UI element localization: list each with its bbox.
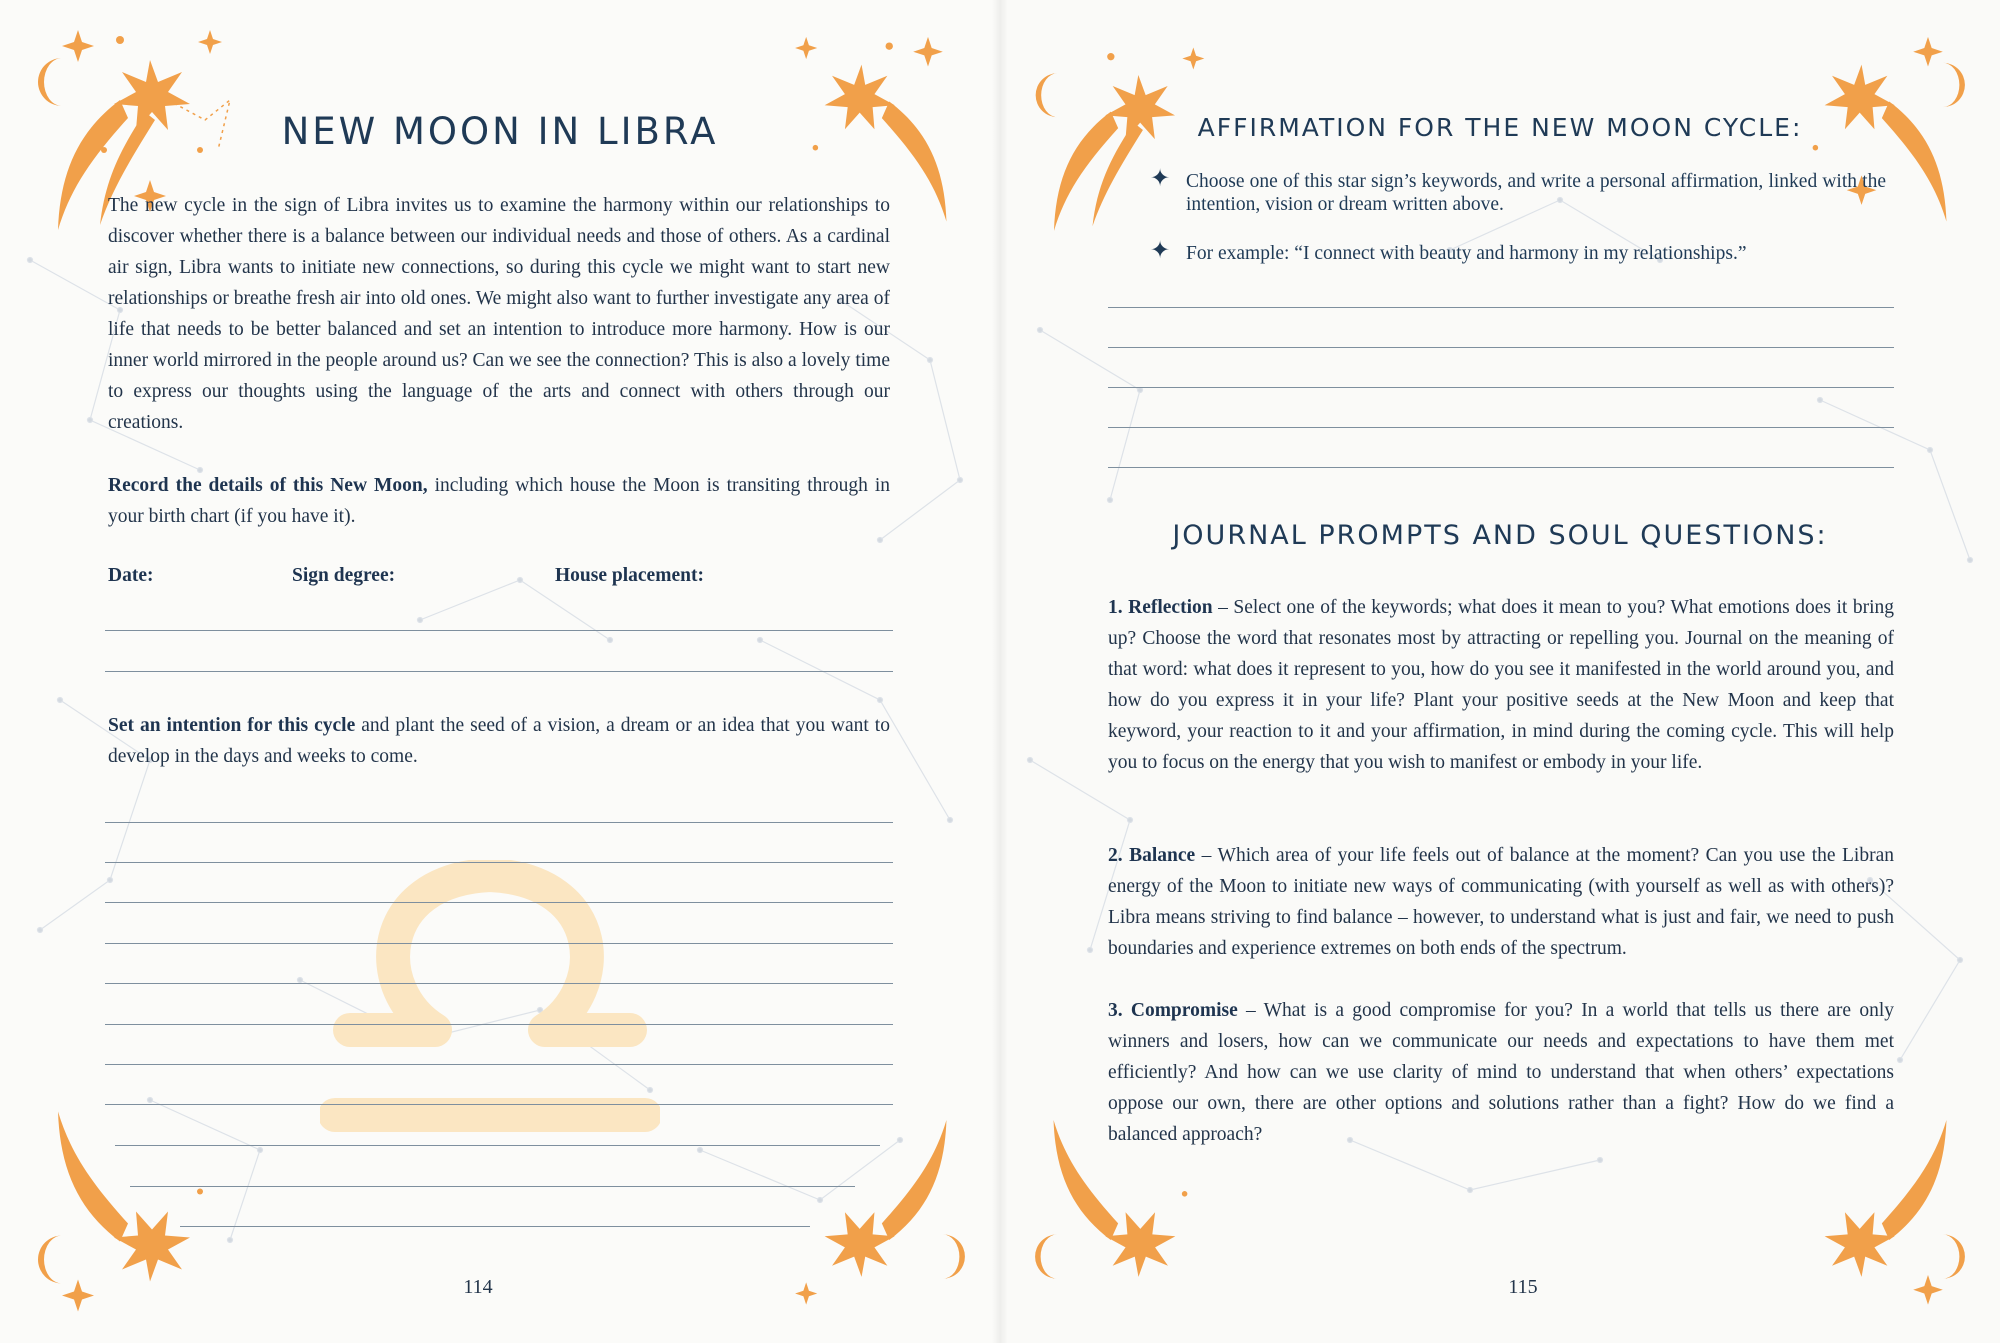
page-title: NEW MOON IN LIBRA [281, 110, 719, 153]
writing-line[interactable] [105, 862, 893, 863]
bullet-text: For example: “I connect with beauty and harmony in my relationships.” [1186, 243, 1747, 264]
corner-ornament-bottom-right [760, 1100, 1000, 1343]
writing-line[interactable] [180, 1226, 810, 1227]
record-heading: Record the details of this New Moon, [108, 475, 428, 496]
writing-line[interactable] [105, 1024, 893, 1025]
writing-line[interactable] [1108, 307, 1894, 308]
prompt-text: – Select one of the keywords; what does it mean to you? What emotions does it bring up? Choose the word that resonates most by attracting or repelling you. Journal on the meaning of that word: what does it represent to you, how do you see it manifested in the world around you, and how do you express it in your life? Plant your positive seeds at the New Moon and keep that keyword, your reaction to it and your affirmation, in mind during the coming cycle. This will help you to focus on the energy that you wish to manifest or embody in your life. [1108, 597, 1894, 773]
writing-line[interactable] [115, 1145, 880, 1146]
bullet-item [1150, 236, 1886, 265]
bullet-star-icon: ✦ [1150, 236, 1171, 264]
writing-line[interactable] [105, 630, 893, 631]
sparkle-icon [62, 30, 94, 62]
writing-line[interactable] [1108, 387, 1894, 388]
prompt-heading: 2. Balance [1108, 845, 1196, 866]
house-placement-label: House placement: [555, 565, 704, 586]
crescent-moon-icon [38, 58, 62, 106]
record-text: including which house the Moon is transiting through in your birth chart (if you have it). [108, 475, 890, 527]
prompt-heading: 3. Compromise [1108, 1000, 1238, 1021]
writing-line[interactable] [105, 983, 893, 984]
writing-line[interactable] [130, 1186, 855, 1187]
date-label: Date: [108, 565, 154, 586]
bullet-star-icon: ✦ [1150, 164, 1171, 192]
writing-line[interactable] [1108, 347, 1894, 348]
record-instructions [108, 470, 890, 532]
prompt-balance [1108, 840, 1894, 964]
corner-ornament-bottom-left [0, 1100, 260, 1343]
moon-details-labels [108, 565, 890, 595]
writing-line[interactable] [105, 902, 893, 903]
journal-prompts-title: JOURNAL PROMPTS AND SOUL QUESTIONS: [1172, 520, 1828, 551]
intro-paragraph: The new cycle in the sign of Libra invites us to examine the harmony within our relationships to discover whether there is a balance between our individual needs and those of others. As a cardinal air sign, Libra wants to initiate new connections, so during this cycle we might want to start new relationships or breathe fresh air into old ones. We might also want to further investigate any area of life that needs to be better balanced and set an intention to introduce more harmony. How is our inner world mirrored in the people around us? Can we see the connection? This is also a lovely time to express our thoughts using the language of the arts and connect with others through our creations. [108, 195, 890, 433]
prompt-reflection [1108, 592, 1894, 778]
page-number: 114 [463, 1276, 493, 1298]
page-number: 115 [1508, 1276, 1538, 1298]
prompt-heading: 1. Reflection [1108, 597, 1213, 618]
writing-line[interactable] [105, 1064, 893, 1065]
writing-line[interactable] [105, 671, 893, 672]
sign-degree-label: Sign degree: [292, 565, 396, 586]
book-gutter [992, 0, 1008, 1343]
writing-line[interactable] [105, 1104, 893, 1105]
writing-line[interactable] [1108, 427, 1894, 428]
prompt-text: – Which area of your life feels out of balance at the moment? Can you use the Libran energy of the Moon to initiate new ways of communicating (with yourself as well as with others)? Libra means striving to find balance – however, to understand what is just and fair, we need to push boundaries and experience extremes on both ends of the spectrum. [1108, 845, 1894, 959]
bullet-item [1150, 164, 1886, 216]
right-page [1000, 0, 2000, 1343]
writing-line[interactable] [105, 822, 893, 823]
writing-line[interactable] [1108, 467, 1894, 468]
writing-line[interactable] [105, 943, 893, 944]
libra-glyph-icon [320, 860, 660, 1150]
prompt-compromise [1108, 995, 1894, 1150]
bullet-text: Choose one of this star sign’s keywords, and write a personal affirmation, linked with the intention, vision or dream written above. [1186, 171, 1886, 215]
intention-instructions [108, 710, 890, 772]
affirmation-title: AFFIRMATION FOR THE NEW MOON CYCLE: [1197, 113, 1803, 142]
prompt-text: – What is a good compromise for you? In a world that tells us there are only winners and losers, how can we communicate our needs and expectations to have them met efficiently? And how can we use clarity of mind to understand that when others’ expectations oppose our own, there are other options and solutions rather than a fight? How do we find a balanced approach? [1108, 1000, 1894, 1145]
intention-text: and plant the seed of a vision, a dream or an idea that you want to develop in the days and weeks to come. [108, 715, 890, 767]
intention-heading: Set an intention for this cycle [108, 715, 356, 736]
